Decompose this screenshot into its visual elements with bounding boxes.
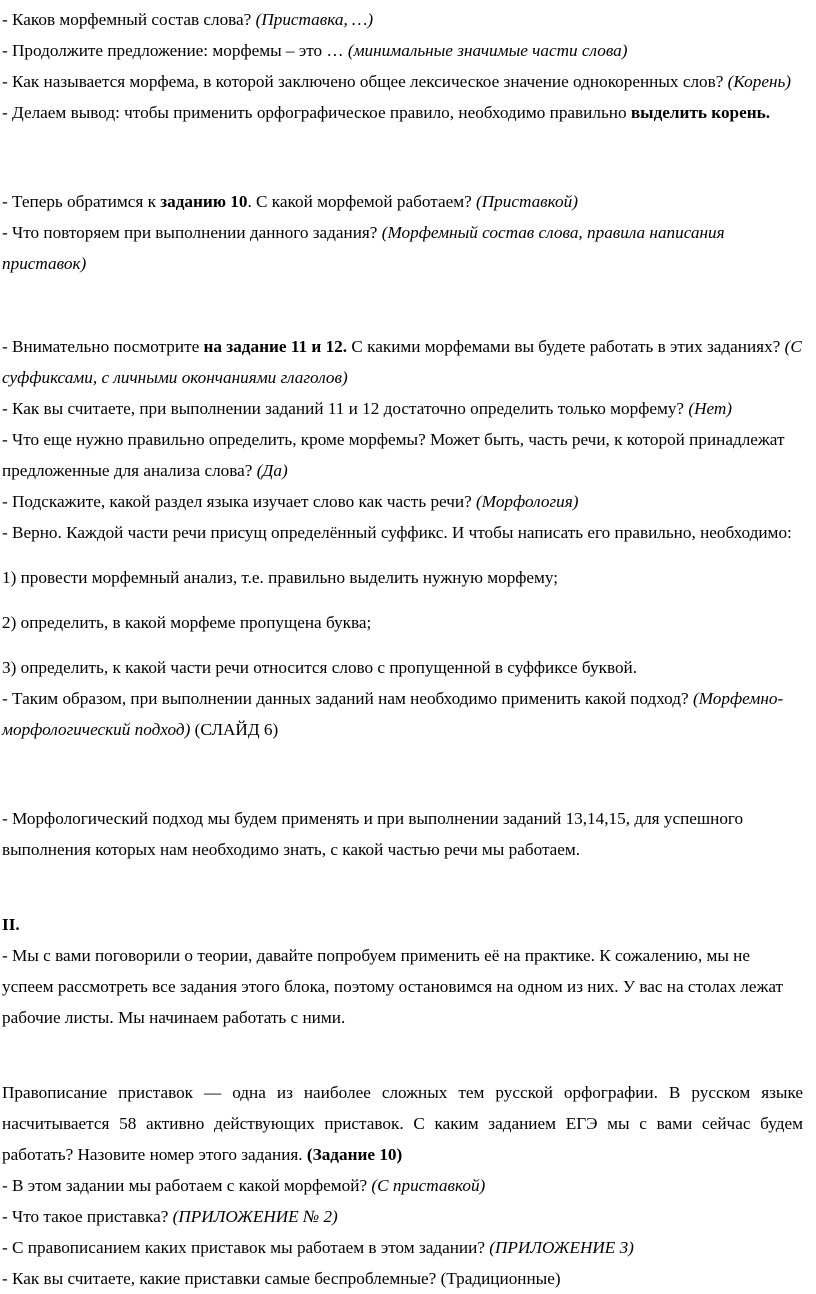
appendix-reference: (ПРИЛОЖЕНИЕ № 2) bbox=[172, 1207, 338, 1226]
section-gap bbox=[2, 128, 803, 186]
step-text: 3) определить, к какой части речи относится слово с пропущенной в суффиксе буквой. bbox=[2, 658, 638, 677]
question-text: - Что такое приставка? bbox=[2, 1207, 173, 1226]
conclusion-emphasis: выделить корень. bbox=[630, 103, 771, 122]
section-gap bbox=[2, 745, 803, 803]
paragraph-verno-suffix bbox=[2, 517, 803, 548]
answer-italic: (минимальные значимые части слова) bbox=[347, 41, 628, 60]
answer-italic: (С суффиксами, с личными окончаниями глаголов) bbox=[2, 337, 802, 387]
appendix-reference: (ПРИЛОЖЕНИЕ 3) bbox=[489, 1238, 634, 1257]
answer-italic: (Морфемно-морфологический подход) bbox=[2, 689, 784, 739]
paragraph-continue-sentence bbox=[2, 35, 803, 66]
list-gap bbox=[2, 638, 803, 652]
paragraph-practice-intro bbox=[2, 940, 803, 1033]
statement-text: - Верно. Каждой части речи присущ определённый суффикс. И чтобы написать его правильно, необходимо: bbox=[2, 523, 792, 542]
task-reference: на задание 11 и 12. bbox=[203, 337, 348, 356]
answer-plain: (Традиционные) bbox=[440, 1269, 561, 1288]
question-text-middle: С какими морфемами вы будете работать в этих заданиях? bbox=[347, 337, 785, 356]
answer-italic: (Морфология) bbox=[476, 492, 579, 511]
paragraph-morphology-branch bbox=[2, 486, 803, 517]
paragraph-task10-repeat bbox=[2, 217, 803, 279]
section-gap bbox=[2, 865, 803, 909]
conclusion-text: - Делаем вывод: чтобы применить орфографическое правило, необходимо правильно bbox=[2, 103, 631, 122]
question-text: - Подскажите, какой раздел языка изучает слово как часть речи? bbox=[2, 492, 477, 511]
list-gap bbox=[2, 593, 803, 607]
list-gap bbox=[2, 548, 803, 562]
question-text: - Теперь обратимся к bbox=[2, 192, 161, 211]
question-text: - Как вы считаете, при выполнении заданий 11 и 12 достаточно определить только морфему? bbox=[2, 399, 689, 418]
paragraph-prefix-spelling bbox=[2, 1077, 803, 1170]
question-text: - Внимательно посмотрите bbox=[2, 337, 204, 356]
statement-text: - Мы с вами поговорили о теории, давайте попробуем применить её на практике. К сожалению, мы не успеем рассмотреть все задания этого блока, поэтому остановимся на одном из них. У вас на столах лежат рабочие листы. Мы начинаем работать с ними. bbox=[2, 946, 784, 1027]
answer-italic: (Приставкой) bbox=[476, 192, 578, 211]
question-text: - Что еще нужно правильно определить, кроме морфемы? Может быть, часть речи, к которой принадлежат предложенные для анализа слова? bbox=[2, 430, 785, 480]
question-text: - Таким образом, при выполнении данных заданий нам необходимо применить какой подход? bbox=[2, 689, 693, 708]
question-text: - Каков морфемный состав слова? bbox=[2, 10, 256, 29]
question-text: - С правописанием каких приставок мы работаем в этом задании? bbox=[2, 1238, 490, 1257]
slide-reference: (СЛАЙД 6) bbox=[190, 720, 279, 739]
paragraph-root-morpheme bbox=[2, 66, 803, 97]
numbered-step-2 bbox=[2, 607, 803, 638]
statement-text: Правописание приставок — одна из наиболее сложных тем русской орфографии. В русском языке насчитывается 58 активно действующих приставок. С каким заданием ЕГЭ мы с вами сейчас будем работать? Назовите номер этого задания. bbox=[2, 1083, 803, 1164]
answer-italic: (С приставкой) bbox=[371, 1176, 486, 1195]
numbered-step-1 bbox=[2, 562, 803, 593]
task-reference: (Задание 10) bbox=[306, 1145, 403, 1164]
paragraph-which-prefixes-spelling bbox=[2, 1232, 803, 1263]
section-heading-two: II. bbox=[2, 915, 20, 934]
paragraph-problem-free-prefixes bbox=[2, 1263, 803, 1294]
answer-italic: (Корень) bbox=[727, 72, 792, 91]
question-text: - В этом задании мы работаем с какой морфемой? bbox=[2, 1176, 372, 1195]
question-text: - Продолжите предложение: морфемы – это … bbox=[2, 41, 348, 60]
question-text: - Что повторяем при выполнении данного задания? bbox=[2, 223, 382, 242]
paragraph-task11-12-enough bbox=[2, 393, 803, 424]
step-text: 1) провести морфемный анализ, т.е. правильно выделить нужную морфему; bbox=[2, 568, 559, 587]
paragraph-which-morpheme bbox=[2, 1170, 803, 1201]
section-gap bbox=[2, 1033, 803, 1077]
paragraph-approach-question bbox=[2, 683, 803, 745]
statement-text: - Морфологический подход мы будем применять и при выполнении заданий 13,14,15, для успешного выполнения которых нам необходимо знать, с какой частью речи мы работаем. bbox=[2, 809, 744, 859]
answer-italic: (Нет) bbox=[688, 399, 733, 418]
paragraph-morpheme-composition bbox=[2, 4, 803, 35]
question-text: - Как вы считаете, какие приставки самые беспроблемные? bbox=[2, 1269, 441, 1288]
paragraph-conclusion-root bbox=[2, 97, 803, 128]
question-text: - Как называется морфема, в которой заключено общее лексическое значение однокоренных слов? bbox=[2, 72, 728, 91]
question-text-middle: . С какой морфемой работаем? bbox=[247, 192, 477, 211]
step-text: 2) определить, в какой морфеме пропущена буква; bbox=[2, 613, 372, 632]
answer-italic: (Морфемный состав слова, правила написания приставок) bbox=[2, 223, 725, 273]
numbered-step-3 bbox=[2, 652, 803, 683]
section-gap bbox=[2, 279, 803, 331]
paragraph-what-is-prefix bbox=[2, 1201, 803, 1232]
answer-italic: (Да) bbox=[256, 461, 288, 480]
paragraph-task10-intro bbox=[2, 186, 803, 217]
paragraph-what-else-to-define bbox=[2, 424, 803, 486]
paragraph-task11-12-intro bbox=[2, 331, 803, 393]
task-reference: заданию 10 bbox=[160, 192, 248, 211]
answer-italic: (Приставка, …) bbox=[255, 10, 374, 29]
paragraph-morph-approach-tasks bbox=[2, 803, 803, 865]
